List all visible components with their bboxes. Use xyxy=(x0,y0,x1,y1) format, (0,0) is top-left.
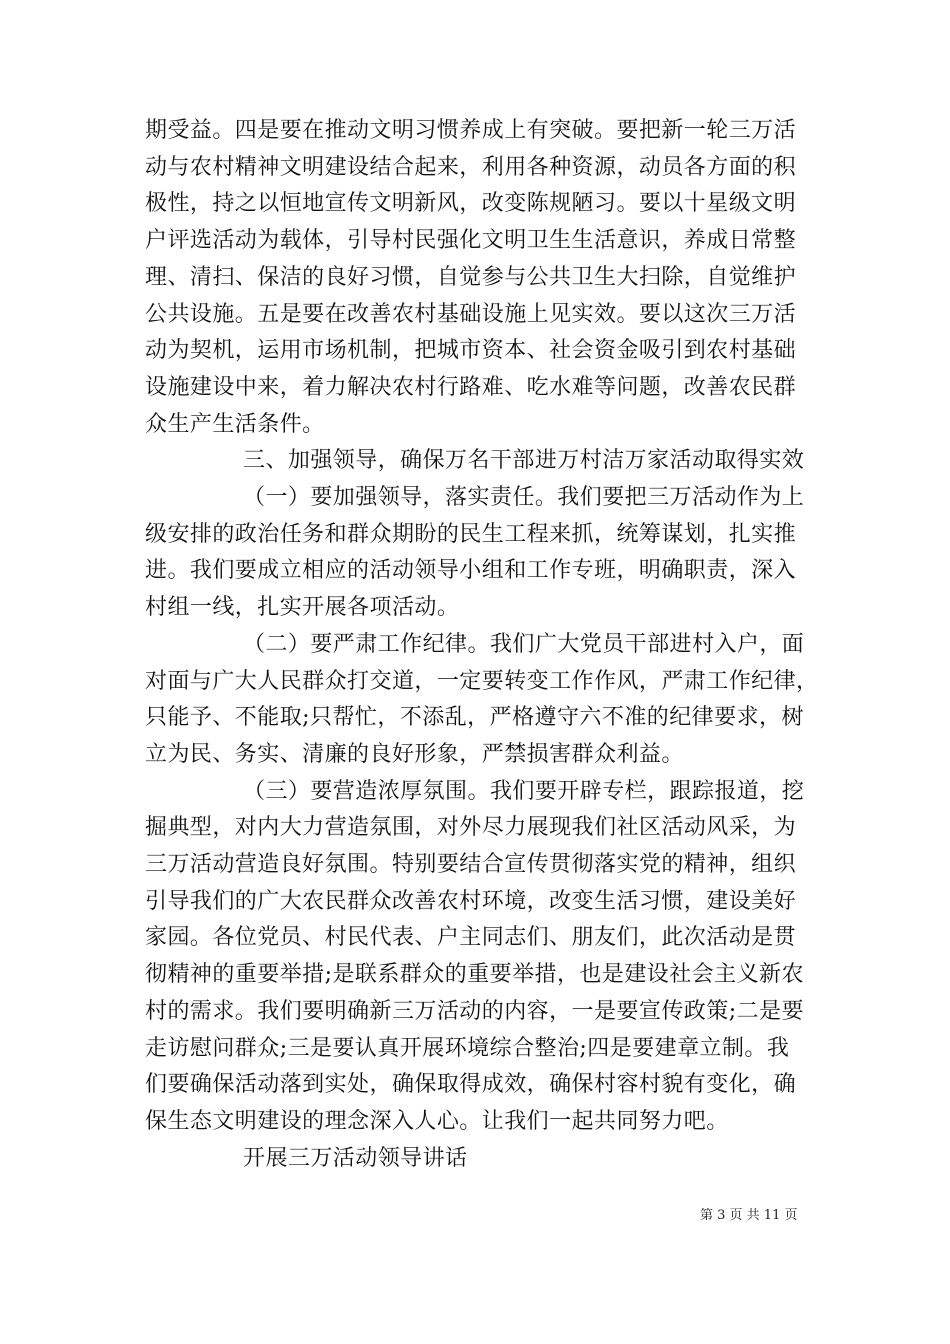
body-line: 村组一线，扎实开展各项活动。 xyxy=(145,595,460,621)
closing-title: 开展三万活动领导讲话 xyxy=(243,1145,468,1171)
body-line: 级安排的政治任务和群众期盼的民生工程来抓，统筹谋划，扎实推 xyxy=(145,521,797,547)
body-line: 户评选活动为载体，引导村民强化文明卫生生活意识，养成日常整 xyxy=(145,228,797,254)
body-line: 家园。各位党员、村民代表、户主同志们、朋友们，此次活动是贯 xyxy=(145,925,797,951)
body-line: 走访慰问群众;三是要认真开展环境综合整治;四是要建章立制。我 xyxy=(145,1035,790,1061)
body-line: 只能予、不能取;只帮忙，不添乱，严格遵守六不准的纪律要求，树 xyxy=(145,705,804,731)
body-line: 对面与广大人民群众打交道，一定要转变工作作风，严肃工作纪律， xyxy=(145,668,819,694)
section-heading: 三、加强领导，确保万名干部进万村洁万家活动取得实效 xyxy=(243,448,805,474)
subsection-heading: （三）要营造浓厚氛围。我们要开辟专栏，跟踪报道，挖 xyxy=(243,778,805,804)
body-line: 彻精神的重要举措;是联系群众的重要举措，也是建设社会主义新农 xyxy=(145,962,804,988)
body-line: 众生产生活条件。 xyxy=(145,411,325,437)
body-line: 掘典型，对内大力营造氛围，对外尽力展现我们社区活动风采，为 xyxy=(145,815,797,841)
subsection-heading: （二）要严肃工作纪律。我们广大党员干部进村入户，面 xyxy=(243,631,805,657)
body-line: 三万活动营造良好氛围。特别要结合宣传贯彻落实党的精神，组织 xyxy=(145,852,797,877)
body-line: 极性，持之以恒地宣传文明新风，改变陈规陋习。要以十星级文明 xyxy=(145,191,797,217)
body-line: 立为民、务实、清廉的良好形象，严禁损害群众利益。 xyxy=(145,741,684,767)
subsection-heading: （一）要加强领导，落实责任。我们要把三万活动作为上 xyxy=(243,485,805,510)
body-line: 引导我们的广大农民群众改善农村环境，改变生活习惯，建设美好 xyxy=(145,888,797,914)
body-line: 动与农村精神文明建设结合起来，利用各种资源，动员各方面的积 xyxy=(145,154,797,180)
body-line: 保生态文明建设的理念深入人心。让我们一起共同努力吧。 xyxy=(145,1108,729,1134)
body-line: 设施建设中来，着力解决农村行路难、吃水难等问题，改善农民群 xyxy=(145,374,797,400)
body-line: 进。我们要成立相应的活动领导小组和工作专班，明确职责，深入 xyxy=(145,558,797,584)
page-number: 第 3 页 共 11 页 xyxy=(700,1208,798,1223)
body-line: 期受益。四是要在推动文明习惯养成上有突破。要把新一轮三万活 xyxy=(145,118,797,143)
body-line: 村的需求。我们要明确新三万活动的内容，一是要宣传政策;二是要 xyxy=(145,998,804,1024)
body-line: 理、清扫、保洁的良好习惯，自觉参与公共卫生大扫除，自觉维护 xyxy=(145,264,797,290)
body-line: 动为契机，运用市场机制，把城市资本、社会资金吸引到农村基础 xyxy=(145,338,797,364)
body-line: 们要确保活动落到实处，确保取得成效，确保村容村貌有变化，确 xyxy=(145,1072,797,1098)
body-line: 公共设施。五是要在改善农村基础设施上见实效。要以这次三万活 xyxy=(145,301,797,327)
